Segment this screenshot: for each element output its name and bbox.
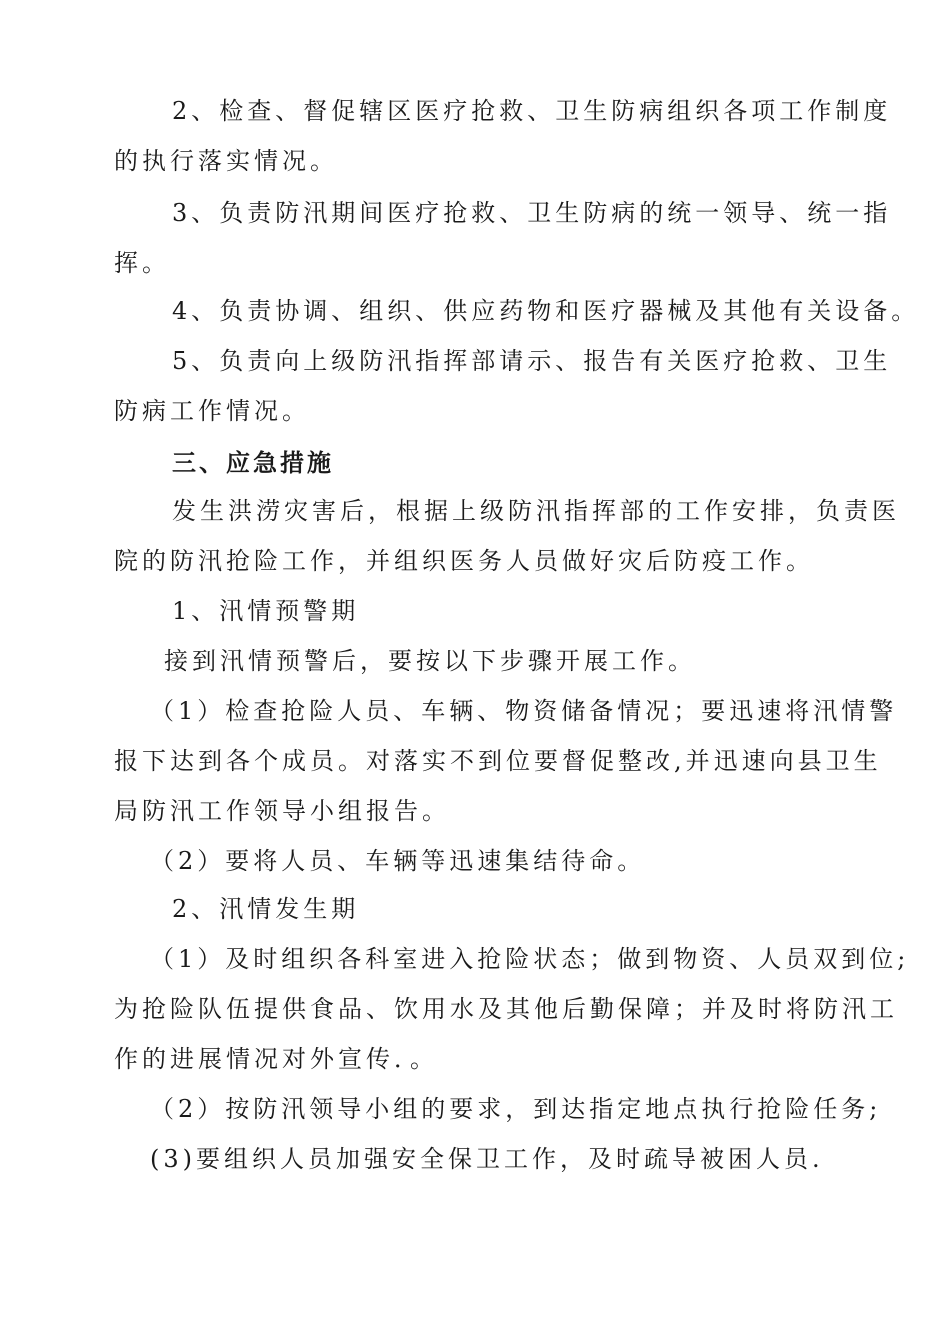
subsection2-p1-line2: 为抢险队伍提供食品、饮用水及其他后勤保障；并及时将防汛工 bbox=[114, 995, 898, 1023]
item5-line1: 5、负责向上级防汛指挥部请示、报告有关医疗抢救、卫生 bbox=[172, 347, 892, 375]
subsection1-p1-line3: 局防汛工作领导小组报告。 bbox=[114, 797, 450, 825]
subsection2-p1-line1: （1）及时组织各科室进入抢险状态；做到物资、人员双到位; bbox=[150, 945, 910, 973]
item5-line2: 防病工作情况。 bbox=[114, 397, 310, 425]
section-intro-line1: 发生洪涝灾害后，根据上级防汛指挥部的工作安排，负责医 bbox=[172, 497, 900, 525]
subsection1-p1-line1: （1）检查抢险人员、车辆、物资储备情况；要迅速将汛情警 bbox=[150, 697, 898, 725]
section-heading: 三、应急措施 bbox=[172, 448, 334, 477]
section-intro-line2: 院的防汛抢险工作，并组织医务人员做好灾后防疫工作。 bbox=[114, 547, 814, 575]
subsection1-p2: （2）要将人员、车辆等迅速集结待命。 bbox=[150, 847, 646, 875]
item2-line1: 2、检查、督促辖区医疗抢救、卫生防病组织各项工作制度 bbox=[172, 97, 892, 125]
subsection2-p1-line3: 作的进展情况对外宣传．。 bbox=[114, 1045, 438, 1073]
item3-line2: 挥。 bbox=[114, 249, 170, 277]
item3-line1: 3、负责防汛期间医疗抢救、卫生防病的统一领导、统一指 bbox=[172, 199, 892, 227]
subsection1-lead: 接到汛情预警后，要按以下步骤开展工作。 bbox=[164, 647, 696, 675]
subsection1-title: 1、汛情预警期 bbox=[172, 597, 360, 625]
subsection2-title: 2、汛情发生期 bbox=[172, 895, 360, 923]
subsection2-p2: （2）按防汛领导小组的要求，到达指定地点执行抢险任务; bbox=[150, 1095, 882, 1123]
item4-line1: 4、负责协调、组织、供应药物和医疗器械及其他有关设备。 bbox=[172, 297, 920, 325]
subsection2-p3: (3)要组织人员加强安全保卫工作，及时疏导被困人员. bbox=[150, 1145, 824, 1173]
subsection1-p1-line2: 报下达到各个成员。对落实不到位要督促整改,并迅速向县卫生 bbox=[114, 747, 882, 775]
item2-line2: 的执行落实情况。 bbox=[114, 147, 338, 175]
